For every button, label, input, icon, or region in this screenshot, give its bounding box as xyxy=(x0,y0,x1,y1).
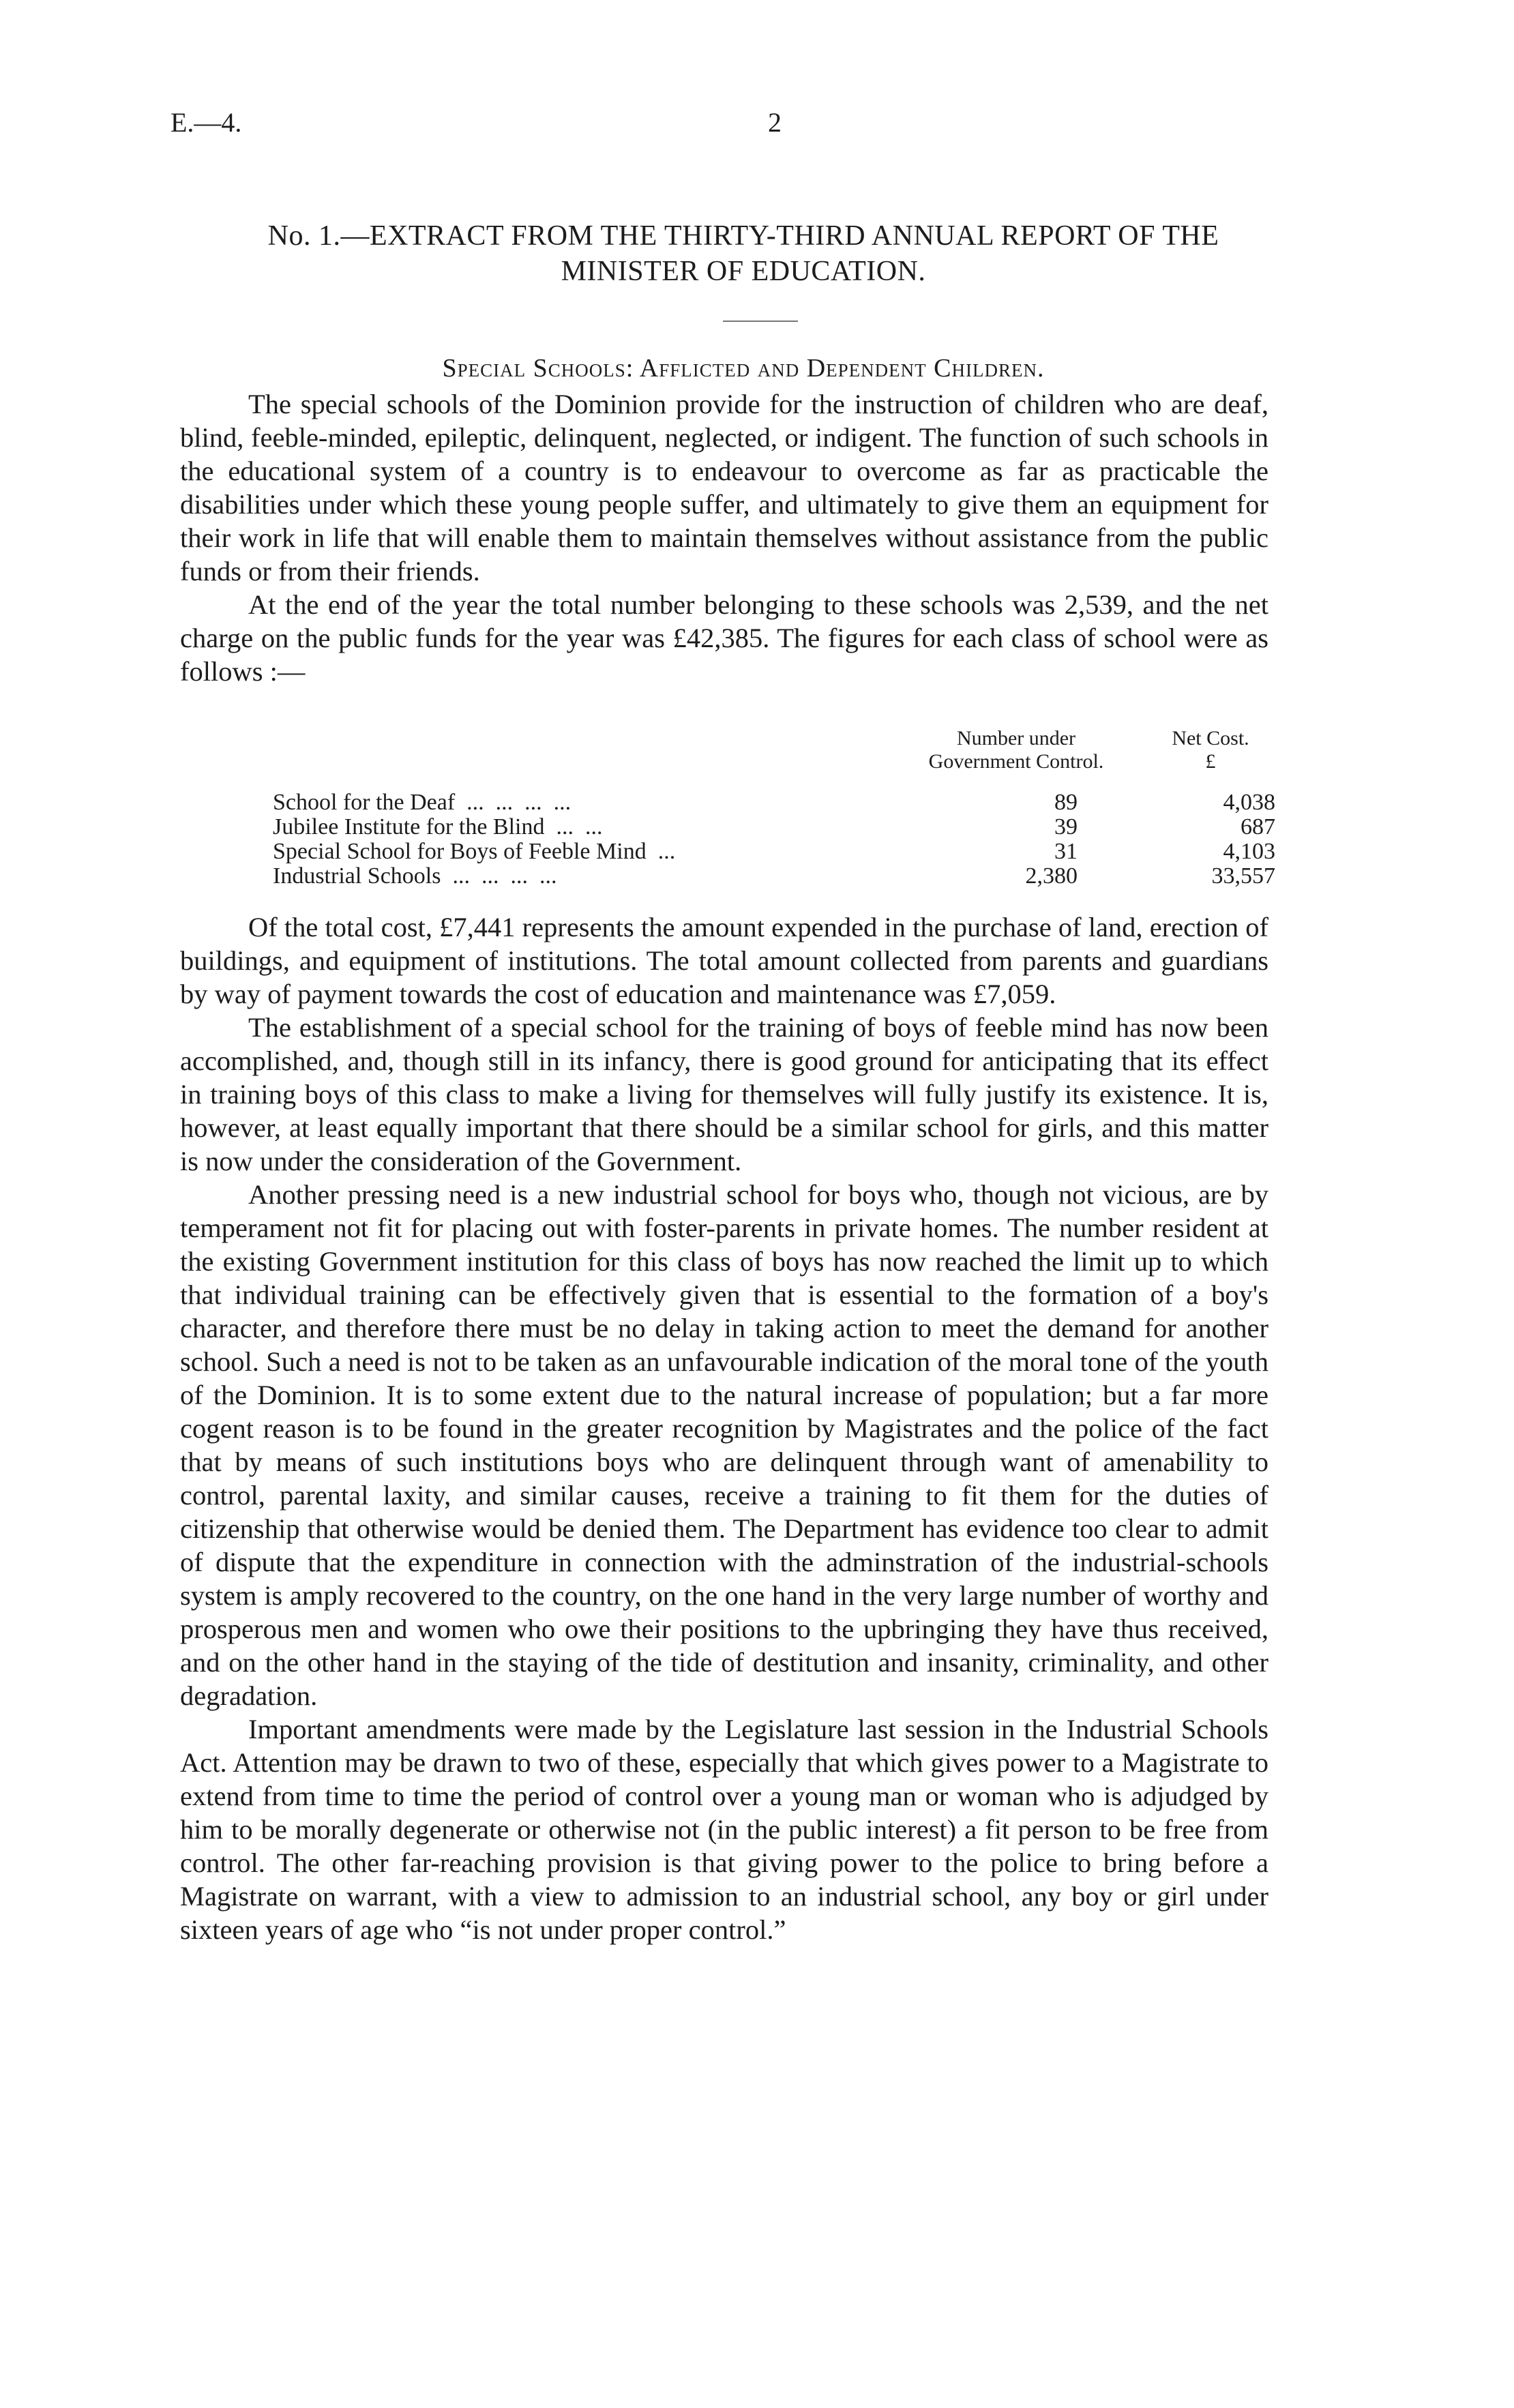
paragraph: Another pressing need is a new industrial school for boys who, though not vicious, are by temperament not fit for placing out with foster-parents in private homes. The number resident at the existing Government institution for this class of boys has now reached the limit up to which that individual training can be effectively given that is essential to the formation of a boy's character, and therefore there must be no delay in taking action to meet the demand for another school. Such a need is not to be taken as an unfavourable indication of the moral tone of the youth of the Dominion. It is to some extent due to the natural increase of population; but a far more cogent reason is to be found in the greater recognition by Magistrates and the police of the fact that by means of such institutions boys who are delinquent through want of amenability to control, parental laxity, and similar causes, receive a training to fit them for the duties of citizenship that otherwise would be denied them. The Department has evidence too clear to admit of dispute that the expenditure in connection with the adminstration of the industrial-schools system is amply recovered to the country, on the one hand in the very large number of worthy and prosperous men and women who owe their positions to the upbringing they have thus received, and on the other hand in the staying of the tide of destitution and insanity, criminality, and other degradation. xyxy=(180,1179,1268,1711)
page-header xyxy=(161,106,1279,147)
school-number: 2,380 xyxy=(1025,863,1078,889)
document-reference: E.—4. xyxy=(170,107,242,138)
section-heading: Special Schools: Afflicted and Dependent Children. xyxy=(442,354,1045,383)
school-number: 89 xyxy=(1054,790,1078,815)
table-row xyxy=(273,839,1275,862)
title-divider xyxy=(723,321,798,322)
table-row xyxy=(273,863,1275,887)
paragraph: Important amendments were made by the Legislature last session in the Industrial Schools Act. Attention may be drawn to two of these, especially that which gives power to a Magistrate to extend from time to time the period of control over a young man or woman who is adjudged by him to be morally degenerate or otherwise not (in the public interest) a fit person to be free from control. The other far-reaching provision is that giving power to the police to bring before a Magistrate on warrant, with a view to admission to an industrial school, any boy or girl under sixteen years of age who “is not under proper control.” xyxy=(180,1714,1268,1945)
body-text-main xyxy=(180,910,1268,1946)
school-name: School for the Deaf ... ... ... ... xyxy=(273,790,572,815)
school-number: 39 xyxy=(1054,814,1078,839)
table-row xyxy=(273,814,1275,837)
title-line-2: MINISTER OF EDUCATION. xyxy=(561,256,926,287)
column-header-number: Number under Government Control. xyxy=(928,727,1104,773)
school-cost: 33,557 xyxy=(1211,863,1275,889)
school-name: Industrial Schools ... ... ... ... xyxy=(273,863,557,889)
paragraph: The special schools of the Dominion provide for the instruction of children who are deaf, blind, feeble-minded, epileptic, delinquent, neglected, or indigent. The function of such schools in the educational system of a country is to endeavour to overcome as far as practicable the disabilities under which these young people suffer, and ultimately to give them an equipment for their work in life that will enable them to maintain themselves without assistance from the public funds or from their friends. xyxy=(180,389,1268,586)
title-line-1: No. 1.—EXTRACT FROM THE THIRTY-THIRD ANNUAL REPORT OF THE xyxy=(267,220,1219,252)
column-header-cost: Net Cost. £ xyxy=(1172,727,1249,773)
body-text-intro xyxy=(180,387,1268,688)
page-number: 2 xyxy=(768,107,782,138)
school-cost: 4,103 xyxy=(1223,839,1275,864)
schools-table xyxy=(273,727,1275,891)
school-cost: 4,038 xyxy=(1223,790,1275,815)
paragraph: The establishment of a special school for the training of boys of feeble mind has now been accomplished, and, though still in its infancy, there is good ground for anticipating that its effect in training boys of this class to make a living for themselves will fully justify its existence. It is, however, at least equally important that there should be a similar school for girls, and this matter is now under the consideration of the Government. xyxy=(180,1012,1268,1176)
school-name: Special School for Boys of Feeble Mind ... xyxy=(273,839,676,864)
document-title xyxy=(136,218,1350,289)
table-row xyxy=(273,790,1275,813)
paragraph: At the end of the year the total number belonging to these schools was 2,539, and the net charge on the public funds for the year was £42,385. The figures for each class of school were as follows :— xyxy=(180,589,1268,687)
paragraph: Of the total cost, £7,441 represents the amount expended in the purchase of land, erection of buildings, and equipment of institutions. The total amount collected from parents and guardians by way of payment towards the cost of education and maintenance was £7,059. xyxy=(180,912,1268,1009)
school-name: Jubilee Institute for the Blind ... ... xyxy=(273,814,603,839)
school-cost: 687 xyxy=(1241,814,1275,839)
school-number: 31 xyxy=(1054,839,1078,864)
